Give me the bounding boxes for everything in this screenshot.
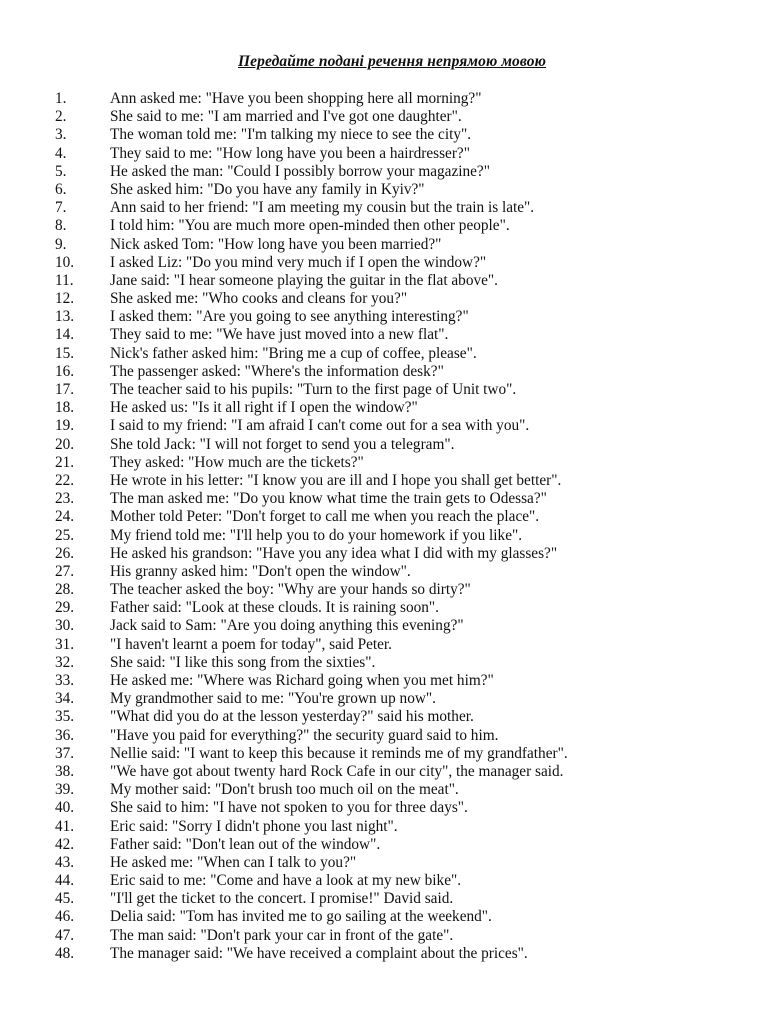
list-item xyxy=(0,254,768,272)
list-item xyxy=(0,217,768,235)
item-sentence: "I'll get the ticket to the concert. I promise!" David said. xyxy=(110,890,454,908)
list-item xyxy=(0,454,768,472)
list-item xyxy=(0,581,768,599)
list-item xyxy=(0,945,768,963)
list-item xyxy=(0,308,768,326)
item-sentence: I asked Liz: "Do you mind very much if I open the window?" xyxy=(110,253,487,271)
list-item xyxy=(0,599,768,617)
item-number: 7. xyxy=(55,199,67,217)
item-number: 42. xyxy=(55,835,75,853)
item-number: 30. xyxy=(55,617,75,635)
item-sentence: Father said: "Look at these clouds. It is raining soon". xyxy=(110,599,439,617)
list-item xyxy=(0,527,768,545)
item-number: 11. xyxy=(55,271,74,289)
list-item xyxy=(0,272,768,290)
item-sentence: Nick's father asked him: "Bring me a cup of coffee, please". xyxy=(110,344,477,362)
item-sentence: The manager said: "We have received a complaint about the prices". xyxy=(110,944,528,962)
item-sentence: Mother told Peter: "Don't forget to call me when you reach the place". xyxy=(110,508,540,526)
list-item xyxy=(0,690,768,708)
item-sentence: The teacher said to his pupils: "Turn to the first page of Unit two". xyxy=(110,381,517,398)
item-number: 38. xyxy=(55,762,75,780)
item-number: 23. xyxy=(55,490,75,508)
item-sentence: She said to him: "I have not spoken to you for three days". xyxy=(110,799,468,817)
item-number: 31. xyxy=(55,635,75,653)
item-sentence: The passenger asked: "Where's the information desk?" xyxy=(110,362,444,380)
item-sentence: They asked: "How much are the tickets?" xyxy=(110,453,364,471)
item-number: 35. xyxy=(55,708,75,726)
item-sentence: He wrote in his letter: "I know you are ill and I hope you shall get better". xyxy=(110,471,562,489)
item-sentence: I asked them: "Are you going to see anything interesting?" xyxy=(110,308,469,326)
item-number: 24. xyxy=(55,508,75,526)
list-item xyxy=(0,672,768,690)
item-sentence: He asked me: "When can I talk to you?" xyxy=(110,853,357,871)
item-sentence: The teacher asked the boy: "Why are your hands so dirty?" xyxy=(110,581,471,599)
item-number: 12. xyxy=(55,290,75,308)
item-sentence: He asked the man: "Could I possibly borrow your magazine?" xyxy=(110,162,490,180)
item-sentence: The man asked me: "Do you know what time the train gets to Odessa?" xyxy=(110,490,547,508)
item-number: 32. xyxy=(55,653,75,671)
page-title: Передайте подані речення непрямою мовою xyxy=(238,53,546,70)
item-sentence: She said to me: "I am married and I've got one daughter". xyxy=(110,108,462,126)
list-item xyxy=(0,854,768,872)
item-sentence: "Have you paid for everything?" the security guard said to him. xyxy=(110,726,499,744)
item-number: 48. xyxy=(55,944,75,962)
list-item xyxy=(0,708,768,726)
item-sentence: My friend told me: "I'll help you to do your homework if you like". xyxy=(110,526,523,544)
item-sentence: "We have got about twenty hard Rock Cafe in our city", the manager said. xyxy=(110,762,564,780)
item-sentence: Nellie said: "I want to keep this because it reminds me of my grandfather". xyxy=(110,744,568,762)
item-number: 1. xyxy=(55,90,67,107)
list-item xyxy=(0,181,768,199)
item-sentence: She asked me: "Who cooks and cleans for you?" xyxy=(110,290,408,308)
item-number: 22. xyxy=(55,471,75,489)
item-number: 21. xyxy=(55,453,75,471)
list-item xyxy=(0,399,768,417)
item-number: 6. xyxy=(55,180,67,198)
item-number: 46. xyxy=(55,908,75,926)
item-number: 34. xyxy=(55,690,75,708)
list-item xyxy=(0,836,768,854)
list-item xyxy=(0,145,768,163)
item-number: 43. xyxy=(55,853,75,871)
item-sentence: I said to my friend: "I am afraid I can't come out for a sea with you". xyxy=(110,417,530,435)
list-item xyxy=(0,199,768,217)
item-number: 9. xyxy=(55,235,67,253)
list-item xyxy=(0,890,768,908)
item-sentence: The man said: "Don't park your car in front of the gate". xyxy=(110,926,454,944)
item-number: 14. xyxy=(55,326,75,344)
item-number: 27. xyxy=(55,562,75,580)
item-number: 47. xyxy=(55,926,75,944)
item-number: 40. xyxy=(55,799,75,817)
list-item xyxy=(0,563,768,581)
item-sentence: She asked him: "Do you have any family in Kyiv?" xyxy=(110,180,425,198)
item-number: 41. xyxy=(55,817,75,835)
list-item xyxy=(0,654,768,672)
list-item xyxy=(0,436,768,454)
item-number: 3. xyxy=(55,126,67,144)
item-sentence: Ann said to her friend: "I am meeting my cousin but the train is late". xyxy=(110,199,535,217)
item-sentence: Eric said: "Sorry I didn't phone you last night". xyxy=(110,817,398,835)
item-sentence: They said to me: "We have just moved into a new flat". xyxy=(110,326,449,344)
list-item xyxy=(0,927,768,945)
item-number: 13. xyxy=(55,308,75,326)
item-number: 45. xyxy=(55,890,75,908)
item-sentence: Delia said: "Tom has invited me to go sailing at the weekend". xyxy=(110,908,492,926)
item-number: 39. xyxy=(55,781,75,799)
item-sentence: Nick asked Tom: "How long have you been married?" xyxy=(110,235,442,253)
item-number: 33. xyxy=(55,672,75,689)
item-number: 37. xyxy=(55,744,75,762)
item-sentence: He asked us: "Is it all right if I open the window?" xyxy=(110,399,418,417)
item-number: 26. xyxy=(55,544,75,562)
list-item xyxy=(0,363,768,381)
item-number: 4. xyxy=(55,144,67,162)
item-sentence: He asked me: "Where was Richard going when you met him?" xyxy=(110,672,494,689)
item-sentence: She said: "I like this song from the sixties". xyxy=(110,653,376,671)
list-item xyxy=(0,636,768,654)
list-item xyxy=(0,345,768,363)
item-sentence: My mother said: "Don't brush too much oil on the meat". xyxy=(110,781,459,799)
item-number: 19. xyxy=(55,417,75,435)
item-sentence: Jack said to Sam: "Are you doing anything this evening?" xyxy=(110,617,464,635)
item-number: 5. xyxy=(55,162,67,180)
item-number: 17. xyxy=(55,381,75,398)
list-item xyxy=(0,872,768,890)
list-item xyxy=(0,781,768,799)
list-item xyxy=(0,108,768,126)
item-number: 29. xyxy=(55,599,75,617)
item-number: 16. xyxy=(55,362,75,380)
item-sentence: My grandmother said to me: "You're grown up now". xyxy=(110,690,436,708)
list-item xyxy=(0,163,768,181)
list-item xyxy=(0,472,768,490)
item-number: 44. xyxy=(55,872,75,890)
item-sentence: Ann asked me: "Have you been shopping here all morning?" xyxy=(110,90,482,107)
list-item xyxy=(0,417,768,435)
list-item xyxy=(0,799,768,817)
list-item xyxy=(0,490,768,508)
list-item xyxy=(0,617,768,635)
list-item xyxy=(0,508,768,526)
list-item xyxy=(0,381,768,399)
item-sentence: His granny asked him: "Don't open the window". xyxy=(110,562,411,580)
item-sentence: They said to me: "How long have you been a hairdresser?" xyxy=(110,144,470,162)
list-item xyxy=(0,727,768,745)
list-item xyxy=(0,236,768,254)
item-number: 25. xyxy=(55,526,75,544)
item-sentence: "I haven't learnt a poem for today", said Peter. xyxy=(110,635,392,653)
list-item xyxy=(0,126,768,144)
item-sentence: Father said: "Don't lean out of the window". xyxy=(110,835,381,853)
item-number: 18. xyxy=(55,399,75,417)
item-sentence: I told him: "You are much more open-minded then other people". xyxy=(110,217,510,235)
list-item xyxy=(0,763,768,781)
item-number: 8. xyxy=(55,217,67,235)
item-sentence: Eric said to me: "Come and have a look at my new bike". xyxy=(110,872,462,890)
item-sentence: Jane said: "I hear someone playing the guitar in the flat above". xyxy=(110,271,498,289)
item-number: 36. xyxy=(55,726,75,744)
item-number: 28. xyxy=(55,581,75,599)
list-item xyxy=(0,818,768,836)
list-item xyxy=(0,545,768,563)
list-item xyxy=(0,908,768,926)
list-item xyxy=(0,745,768,763)
item-sentence: "What did you do at the lesson yesterday?" said his mother. xyxy=(110,708,474,726)
list-item xyxy=(0,90,768,108)
list-item xyxy=(0,326,768,344)
item-sentence: The woman told me: "I'm talking my niece to see the city". xyxy=(110,126,472,144)
sentence-list xyxy=(0,90,768,963)
item-number: 20. xyxy=(55,435,75,453)
item-sentence: He asked his grandson: "Have you any idea what I did with my glasses?" xyxy=(110,544,558,562)
item-number: 2. xyxy=(55,108,67,126)
item-sentence: She told Jack: "I will not forget to send you a telegram". xyxy=(110,435,455,453)
list-item xyxy=(0,290,768,308)
item-number: 10. xyxy=(55,253,75,271)
item-number: 15. xyxy=(55,344,75,362)
